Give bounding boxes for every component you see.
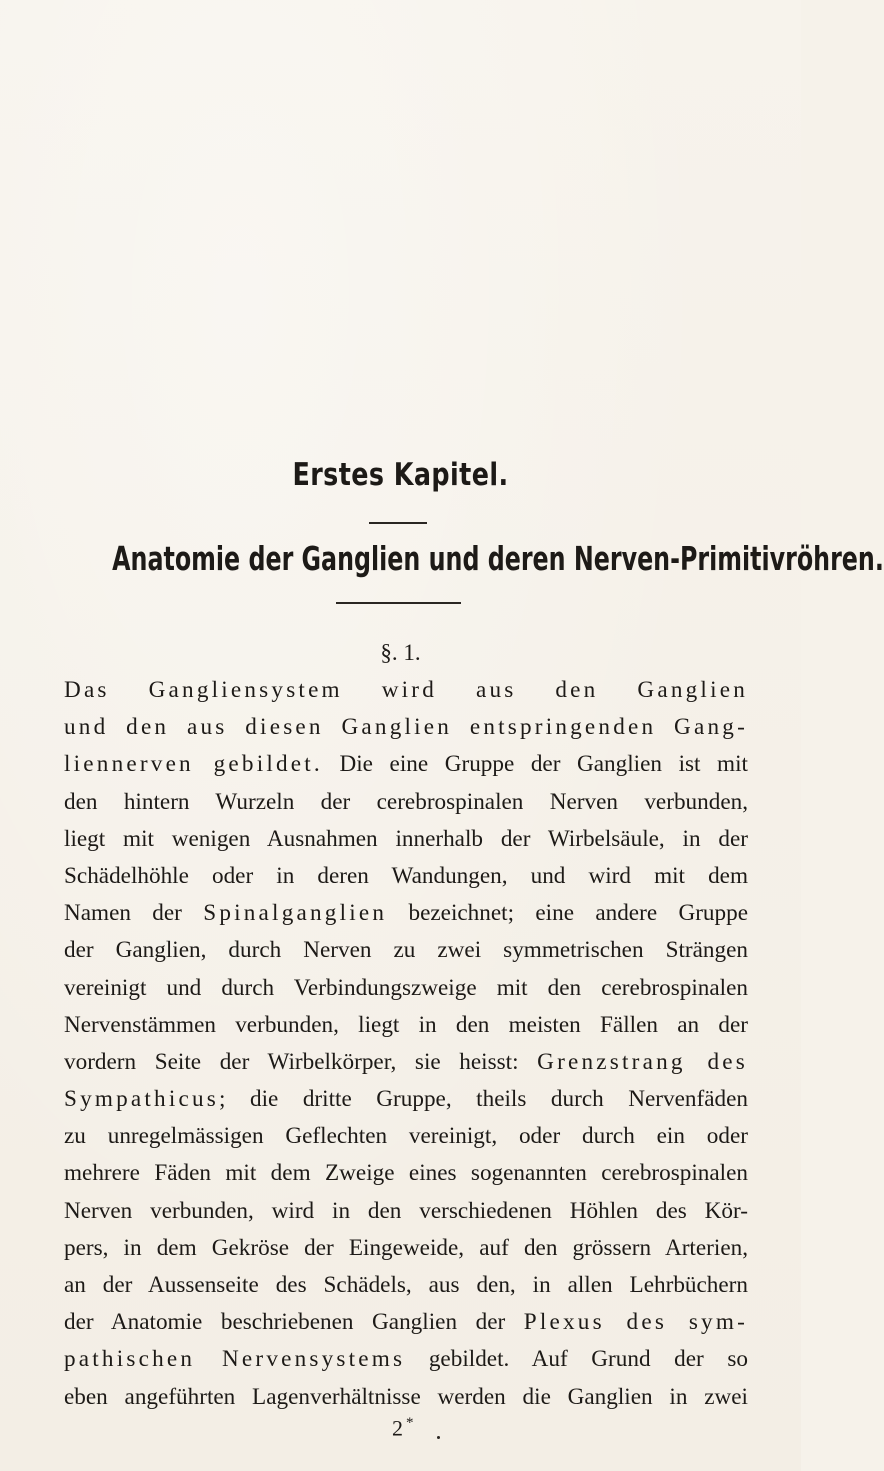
text-line	[64, 1118, 748, 1155]
text-segment: ; die dritte Gruppe, theils durch Nervenfäden	[219, 1086, 748, 1113]
text-line	[64, 1341, 748, 1378]
chapter-title: Erstes Kapitel.	[292, 457, 509, 493]
text-line	[64, 1044, 748, 1081]
text-segment: mehrere Fäden mit dem Zweige eines sogenannten cerebrospinalen	[64, 1160, 748, 1187]
text-line	[64, 932, 748, 969]
text-segment: zu unregelmässigen Geflechten vereinigt, oder durch ein oder	[64, 1123, 748, 1150]
text-line	[64, 1193, 748, 1230]
body-paragraph	[64, 672, 748, 1416]
section-heading: §. 1.	[380, 640, 421, 665]
text-line	[64, 672, 748, 709]
text-segment: Namen der	[64, 900, 204, 927]
text-line	[64, 970, 748, 1007]
text-line	[64, 1379, 748, 1416]
text-segment: pers, in dem Gekröse der Eingeweide, auf den grössern Arterien,	[64, 1234, 748, 1261]
text-segment: an der Aussenseite des Schädels, aus den, in allen Lehrbüchern	[64, 1272, 748, 1298]
page-signature	[392, 1415, 414, 1441]
chapter-subtitle: Anatomie der Ganglien und deren Nerven-Primitivröhren.	[112, 539, 884, 578]
text-line	[64, 1230, 748, 1267]
subtitle-rule	[336, 602, 461, 604]
text-line	[64, 1267, 748, 1304]
text-line	[64, 895, 748, 932]
signature-number: 2	[392, 1415, 403, 1441]
text-line	[64, 821, 748, 858]
text-line	[64, 1304, 748, 1341]
emphasized-term: Sympathicus	[64, 1086, 219, 1113]
text-line	[64, 784, 748, 821]
text-line	[64, 858, 748, 895]
emphasized-term: Grenzstrang des	[537, 1048, 748, 1075]
text-segment: liegt mit wenigen Ausnahmen innerhalb der Wirbelsäule, in der	[64, 825, 748, 852]
text-segment: Die eine Gruppe der Ganglien ist mit	[322, 751, 748, 778]
text-line	[64, 709, 748, 746]
text-segment: der Anatomie beschriebenen Ganglien der	[64, 1309, 524, 1336]
text-segment: vereinigt und durch Verbindungszweige mit den cerebrospinalen	[64, 974, 748, 1001]
text-segment: Schädelhöhle oder in deren Wandungen, und wird mit dem	[64, 862, 748, 889]
emphasized-term: pathischen Nervensystems	[64, 1346, 406, 1373]
emphasized-term: Das Gangliensystem wird aus den Ganglien	[64, 677, 748, 703]
text-line	[64, 1155, 748, 1192]
emphasized-term: Spinalganglien	[203, 900, 388, 927]
emphasized-term: und den aus diesen Ganglien entspringenden Gang-	[64, 714, 748, 741]
signature-mark: *	[406, 1415, 414, 1431]
text-line	[64, 746, 748, 783]
text-line	[64, 1081, 748, 1118]
text-segment: eben angeführten Lagenverhältnisse werden die Ganglien in zwei	[64, 1383, 748, 1410]
stray-dot	[437, 1436, 440, 1439]
text-segment: Nervenstämmen verbunden, liegt in den meisten Fällen an der	[64, 1011, 748, 1038]
emphasized-term: liennerven gebildet.	[64, 751, 323, 778]
text-segment: Nerven verbunden, wird in den verschiedenen Höhlen des Kör-	[64, 1197, 748, 1224]
text-segment: vordern Seite der Wirbelkörper, sie heisst:	[64, 1048, 538, 1075]
emphasized-term: Plexus des sym-	[523, 1309, 749, 1336]
title-rule	[369, 522, 427, 524]
text-line	[64, 1007, 748, 1044]
text-segment: gebildet. Auf Grund der so	[405, 1346, 748, 1373]
text-segment: der Ganglien, durch Nerven zu zwei symmetrischen Strängen	[64, 937, 748, 964]
text-segment: den hintern Wurzeln der cerebrospinalen Nerven verbunden,	[64, 788, 748, 815]
text-segment: bezeichnet; eine andere Gruppe	[387, 900, 748, 927]
